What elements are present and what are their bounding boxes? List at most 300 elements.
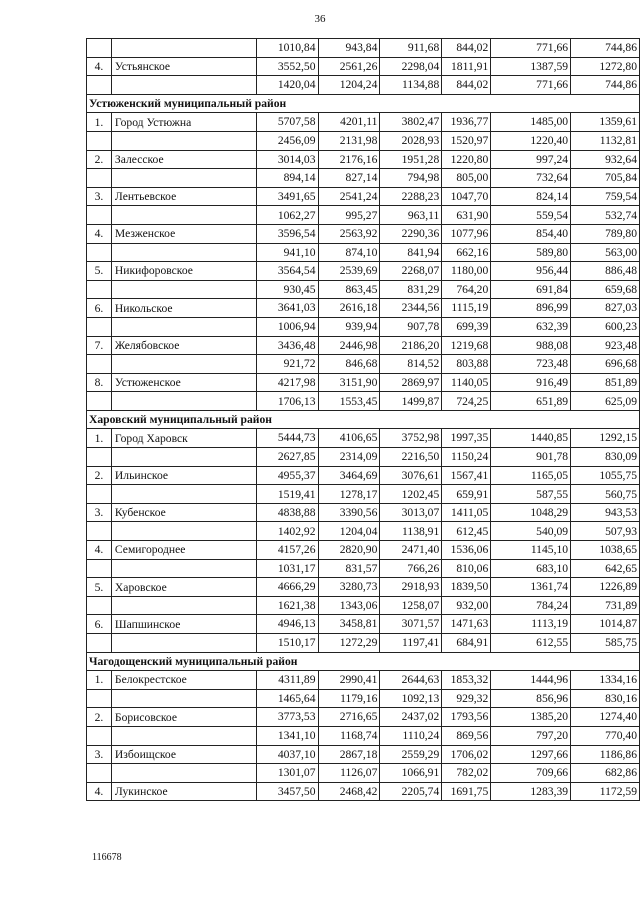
value-cell: 874,10 <box>318 243 380 262</box>
value-cell: 4157,26 <box>256 541 318 560</box>
value-cell: 907,78 <box>380 317 442 336</box>
value-cell: 943,84 <box>318 39 380 58</box>
settlement-name: Избоищское <box>111 745 256 764</box>
value-cell: 2446,98 <box>318 336 380 355</box>
table-row <box>87 131 640 150</box>
table-row <box>87 782 640 801</box>
value-cell: 5444,73 <box>256 429 318 448</box>
value-cell: 1359,61 <box>571 113 640 132</box>
value-cell: 1055,75 <box>571 466 640 485</box>
value-cell: 943,53 <box>571 503 640 522</box>
row-number <box>87 169 112 188</box>
row-number: 6. <box>87 615 112 634</box>
value-cell: 662,16 <box>442 243 491 262</box>
value-cell: 2627,85 <box>256 448 318 467</box>
value-cell: 1031,17 <box>256 559 318 578</box>
value-cell: 1204,04 <box>318 522 380 541</box>
table-row <box>87 745 640 764</box>
value-cell: 2561,26 <box>318 57 380 76</box>
value-cell: 3552,50 <box>256 57 318 76</box>
value-cell: 997,24 <box>491 150 571 169</box>
settlement-name <box>111 596 256 615</box>
value-cell: 4106,65 <box>318 429 380 448</box>
value-cell: 844,02 <box>442 76 491 95</box>
value-cell: 988,08 <box>491 336 571 355</box>
row-number: 1. <box>87 429 112 448</box>
value-cell: 1343,06 <box>318 596 380 615</box>
row-number <box>87 485 112 504</box>
settlement-name <box>111 280 256 299</box>
row-number: 5. <box>87 262 112 281</box>
value-cell: 2314,09 <box>318 448 380 467</box>
table-row <box>87 541 640 560</box>
section-header-row <box>87 410 640 429</box>
value-cell: 1301,07 <box>256 764 318 783</box>
settlement-name <box>111 689 256 708</box>
row-number: 2. <box>87 466 112 485</box>
row-number: 7. <box>87 336 112 355</box>
row-number <box>87 39 112 58</box>
table-row <box>87 596 640 615</box>
value-cell: 1138,91 <box>380 522 442 541</box>
value-cell: 929,32 <box>442 689 491 708</box>
settlement-name <box>111 76 256 95</box>
value-cell: 651,89 <box>491 392 571 411</box>
value-cell: 805,00 <box>442 169 491 188</box>
row-number: 4. <box>87 541 112 560</box>
row-number: 2. <box>87 150 112 169</box>
value-cell: 827,03 <box>571 299 640 318</box>
value-cell: 723,48 <box>491 355 571 374</box>
section-title: Харовский муниципальный район <box>87 410 640 429</box>
table-row <box>87 206 640 225</box>
value-cell: 2539,69 <box>318 262 380 281</box>
page-number: 36 <box>314 13 326 25</box>
value-cell: 705,84 <box>571 169 640 188</box>
value-cell: 784,24 <box>491 596 571 615</box>
value-cell: 612,45 <box>442 522 491 541</box>
settlement-name <box>111 131 256 150</box>
value-cell: 1204,24 <box>318 76 380 95</box>
settlement-name: Мезженское <box>111 224 256 243</box>
row-number <box>87 764 112 783</box>
table-row <box>87 708 640 727</box>
value-cell: 824,14 <box>491 187 571 206</box>
value-cell: 4217,98 <box>256 373 318 392</box>
table-row <box>87 355 640 374</box>
value-cell: 1092,13 <box>380 689 442 708</box>
document-number: 116678 <box>92 852 122 863</box>
value-cell: 3457,50 <box>256 782 318 801</box>
value-cell: 1219,68 <box>442 336 491 355</box>
value-cell: 631,90 <box>442 206 491 225</box>
value-cell: 1115,19 <box>442 299 491 318</box>
settlement-name: Устьянское <box>111 57 256 76</box>
table-body <box>87 39 640 801</box>
value-cell: 532,74 <box>571 206 640 225</box>
value-cell: 759,54 <box>571 187 640 206</box>
row-number: 4. <box>87 57 112 76</box>
table-row <box>87 299 640 318</box>
value-cell: 560,75 <box>571 485 640 504</box>
value-cell: 830,16 <box>571 689 640 708</box>
settlement-name <box>111 448 256 467</box>
value-cell: 4838,88 <box>256 503 318 522</box>
value-cell: 4201,11 <box>318 113 380 132</box>
value-cell: 963,11 <box>380 206 442 225</box>
value-cell: 2616,18 <box>318 299 380 318</box>
value-cell: 1126,07 <box>318 764 380 783</box>
row-number <box>87 634 112 653</box>
value-cell: 709,66 <box>491 764 571 783</box>
row-number: 1. <box>87 113 112 132</box>
value-cell: 1165,05 <box>491 466 571 485</box>
value-cell: 3464,69 <box>318 466 380 485</box>
value-cell: 1292,15 <box>571 429 640 448</box>
row-number <box>87 206 112 225</box>
value-cell: 1385,20 <box>491 708 571 727</box>
value-cell: 766,26 <box>380 559 442 578</box>
value-cell: 1140,05 <box>442 373 491 392</box>
table-row <box>87 764 640 783</box>
table-row <box>87 503 640 522</box>
value-cell: 1510,17 <box>256 634 318 653</box>
settlement-name: Город Устюжна <box>111 113 256 132</box>
value-cell: 797,20 <box>491 726 571 745</box>
settlement-name <box>111 317 256 336</box>
value-cell: 869,56 <box>442 726 491 745</box>
row-number: 4. <box>87 224 112 243</box>
value-cell: 771,66 <box>491 76 571 95</box>
value-cell: 4955,37 <box>256 466 318 485</box>
settlement-name <box>111 39 256 58</box>
value-cell: 696,68 <box>571 355 640 374</box>
table-row <box>87 392 640 411</box>
row-number <box>87 355 112 374</box>
settlement-name: Устюженское <box>111 373 256 392</box>
table-row <box>87 336 640 355</box>
settlement-name <box>111 206 256 225</box>
value-cell: 683,10 <box>491 559 571 578</box>
value-cell: 896,99 <box>491 299 571 318</box>
value-cell: 1499,87 <box>380 392 442 411</box>
value-cell: 856,96 <box>491 689 571 708</box>
value-cell: 846,68 <box>318 355 380 374</box>
value-cell: 3436,48 <box>256 336 318 355</box>
value-cell: 1010,84 <box>256 39 318 58</box>
table-row <box>87 559 640 578</box>
table-row <box>87 150 640 169</box>
table-row <box>87 39 640 58</box>
table-row <box>87 726 640 745</box>
value-cell: 1691,75 <box>442 782 491 801</box>
value-cell: 3596,54 <box>256 224 318 243</box>
row-number: 3. <box>87 745 112 764</box>
value-cell: 2344,56 <box>380 299 442 318</box>
value-cell: 3641,03 <box>256 299 318 318</box>
value-cell: 2216,50 <box>380 448 442 467</box>
settlement-name: Город Харовск <box>111 429 256 448</box>
row-number <box>87 243 112 262</box>
value-cell: 1197,41 <box>380 634 442 653</box>
section-title: Чагодощенский муниципальный район <box>87 652 640 671</box>
row-number <box>87 280 112 299</box>
value-cell: 921,72 <box>256 355 318 374</box>
settlement-name <box>111 559 256 578</box>
value-cell: 803,88 <box>442 355 491 374</box>
value-cell: 854,40 <box>491 224 571 243</box>
value-cell: 764,20 <box>442 280 491 299</box>
value-cell: 2456,09 <box>256 131 318 150</box>
value-cell: 932,64 <box>571 150 640 169</box>
value-cell: 956,44 <box>491 262 571 281</box>
value-cell: 744,86 <box>571 76 640 95</box>
section-title: Устюженский муниципальный район <box>87 94 640 113</box>
value-cell: 5707,58 <box>256 113 318 132</box>
table-row <box>87 671 640 690</box>
section-header-row <box>87 94 640 113</box>
value-cell: 2918,93 <box>380 578 442 597</box>
value-cell: 916,49 <box>491 373 571 392</box>
value-cell: 851,89 <box>571 373 640 392</box>
row-number <box>87 131 112 150</box>
value-cell: 1471,63 <box>442 615 491 634</box>
table-row <box>87 689 640 708</box>
settlement-name <box>111 485 256 504</box>
table-row <box>87 169 640 188</box>
settlement-name: Борисовское <box>111 708 256 727</box>
value-cell: 1047,70 <box>442 187 491 206</box>
table-row <box>87 429 640 448</box>
table-row <box>87 466 640 485</box>
value-cell: 2867,18 <box>318 745 380 764</box>
table-row <box>87 224 640 243</box>
value-cell: 1402,92 <box>256 522 318 541</box>
table-row <box>87 280 640 299</box>
value-cell: 941,10 <box>256 243 318 262</box>
value-cell: 771,66 <box>491 39 571 58</box>
table-row <box>87 113 640 132</box>
settlement-name: Харовское <box>111 578 256 597</box>
value-cell: 2869,97 <box>380 373 442 392</box>
settlement-name <box>111 355 256 374</box>
value-cell: 2468,42 <box>318 782 380 801</box>
value-cell: 1186,86 <box>571 745 640 764</box>
settlement-name: Залесское <box>111 150 256 169</box>
value-cell: 794,98 <box>380 169 442 188</box>
value-cell: 911,68 <box>380 39 442 58</box>
value-cell: 1951,28 <box>380 150 442 169</box>
value-cell: 810,06 <box>442 559 491 578</box>
value-cell: 2563,92 <box>318 224 380 243</box>
value-cell: 1113,19 <box>491 615 571 634</box>
value-cell: 1465,64 <box>256 689 318 708</box>
value-cell: 1150,24 <box>442 448 491 467</box>
value-cell: 1853,32 <box>442 671 491 690</box>
value-cell: 770,40 <box>571 726 640 745</box>
value-cell: 1077,96 <box>442 224 491 243</box>
settlement-name: Кубенское <box>111 503 256 522</box>
row-number: 8. <box>87 373 112 392</box>
value-cell: 1793,56 <box>442 708 491 727</box>
value-cell: 3071,57 <box>380 615 442 634</box>
settlement-name <box>111 764 256 783</box>
value-cell: 1180,00 <box>442 262 491 281</box>
value-cell: 2471,40 <box>380 541 442 560</box>
value-cell: 3013,07 <box>380 503 442 522</box>
value-cell: 4666,29 <box>256 578 318 597</box>
value-cell: 642,65 <box>571 559 640 578</box>
value-cell: 1048,29 <box>491 503 571 522</box>
value-cell: 2288,23 <box>380 187 442 206</box>
value-cell: 1536,06 <box>442 541 491 560</box>
value-cell: 1110,24 <box>380 726 442 745</box>
value-cell: 894,14 <box>256 169 318 188</box>
settlement-name <box>111 726 256 745</box>
value-cell: 1411,05 <box>442 503 491 522</box>
value-cell: 841,94 <box>380 243 442 262</box>
section-header-row <box>87 652 640 671</box>
value-cell: 995,27 <box>318 206 380 225</box>
value-cell: 939,94 <box>318 317 380 336</box>
settlement-name: Семигороднее <box>111 541 256 560</box>
value-cell: 3773,53 <box>256 708 318 727</box>
table-row <box>87 522 640 541</box>
row-number <box>87 317 112 336</box>
value-cell: 1272,80 <box>571 57 640 76</box>
row-number <box>87 726 112 745</box>
table-row <box>87 615 640 634</box>
value-cell: 2559,29 <box>380 745 442 764</box>
value-cell: 2437,02 <box>380 708 442 727</box>
settlement-name: Ильинское <box>111 466 256 485</box>
value-cell: 830,09 <box>571 448 640 467</box>
value-cell: 844,02 <box>442 39 491 58</box>
value-cell: 1444,96 <box>491 671 571 690</box>
value-cell: 831,57 <box>318 559 380 578</box>
value-cell: 3752,98 <box>380 429 442 448</box>
value-cell: 2644,63 <box>380 671 442 690</box>
value-cell: 1014,87 <box>571 615 640 634</box>
value-cell: 4946,13 <box>256 615 318 634</box>
value-cell: 559,54 <box>491 206 571 225</box>
row-number: 6. <box>87 299 112 318</box>
value-cell: 2205,74 <box>380 782 442 801</box>
value-cell: 789,80 <box>571 224 640 243</box>
value-cell: 2028,93 <box>380 131 442 150</box>
value-cell: 1440,85 <box>491 429 571 448</box>
value-cell: 732,64 <box>491 169 571 188</box>
value-cell: 659,68 <box>571 280 640 299</box>
value-cell: 814,52 <box>380 355 442 374</box>
value-cell: 1341,10 <box>256 726 318 745</box>
value-cell: 587,55 <box>491 485 571 504</box>
value-cell: 3458,81 <box>318 615 380 634</box>
settlement-name: Желябовское <box>111 336 256 355</box>
value-cell: 1202,45 <box>380 485 442 504</box>
value-cell: 1006,94 <box>256 317 318 336</box>
table-row <box>87 634 640 653</box>
value-cell: 3280,73 <box>318 578 380 597</box>
value-cell: 3014,03 <box>256 150 318 169</box>
table-row <box>87 578 640 597</box>
settlement-name <box>111 243 256 262</box>
row-number: 3. <box>87 187 112 206</box>
value-cell: 1226,89 <box>571 578 640 597</box>
row-number <box>87 522 112 541</box>
settlement-name: Лукинское <box>111 782 256 801</box>
value-cell: 1132,81 <box>571 131 640 150</box>
value-cell: 1567,41 <box>442 466 491 485</box>
value-cell: 2541,24 <box>318 187 380 206</box>
table-row <box>87 76 640 95</box>
settlement-name <box>111 169 256 188</box>
table-row <box>87 262 640 281</box>
value-cell: 1520,97 <box>442 131 491 150</box>
table-row <box>87 485 640 504</box>
value-cell: 1997,35 <box>442 429 491 448</box>
value-cell: 585,75 <box>571 634 640 653</box>
value-cell: 923,48 <box>571 336 640 355</box>
value-cell: 1220,80 <box>442 150 491 169</box>
value-cell: 632,39 <box>491 317 571 336</box>
value-cell: 3802,47 <box>380 113 442 132</box>
value-cell: 3390,56 <box>318 503 380 522</box>
table-row <box>87 317 640 336</box>
value-cell: 1519,41 <box>256 485 318 504</box>
value-cell: 2131,98 <box>318 131 380 150</box>
value-cell: 930,45 <box>256 280 318 299</box>
value-cell: 1485,00 <box>491 113 571 132</box>
value-cell: 782,02 <box>442 764 491 783</box>
value-cell: 2186,20 <box>380 336 442 355</box>
value-cell: 1220,40 <box>491 131 571 150</box>
row-number: 5. <box>87 578 112 597</box>
value-cell: 831,29 <box>380 280 442 299</box>
settlement-name <box>111 392 256 411</box>
value-cell: 2990,41 <box>318 671 380 690</box>
value-cell: 2820,90 <box>318 541 380 560</box>
value-cell: 684,91 <box>442 634 491 653</box>
value-cell: 1134,88 <box>380 76 442 95</box>
value-cell: 1062,27 <box>256 206 318 225</box>
settlement-name: Никифоровское <box>111 262 256 281</box>
tariff-table <box>86 38 640 801</box>
value-cell: 3491,65 <box>256 187 318 206</box>
value-cell: 901,78 <box>491 448 571 467</box>
value-cell: 540,09 <box>491 522 571 541</box>
value-cell: 612,55 <box>491 634 571 653</box>
value-cell: 2716,65 <box>318 708 380 727</box>
value-cell: 2290,36 <box>380 224 442 243</box>
value-cell: 4311,89 <box>256 671 318 690</box>
settlement-name <box>111 634 256 653</box>
value-cell: 3564,54 <box>256 262 318 281</box>
value-cell: 3151,90 <box>318 373 380 392</box>
value-cell: 691,84 <box>491 280 571 299</box>
value-cell: 744,86 <box>571 39 640 58</box>
settlement-name: Лентьевское <box>111 187 256 206</box>
row-number <box>87 559 112 578</box>
value-cell: 827,14 <box>318 169 380 188</box>
row-number <box>87 392 112 411</box>
row-number <box>87 596 112 615</box>
row-number: 2. <box>87 708 112 727</box>
value-cell: 600,23 <box>571 317 640 336</box>
value-cell: 507,93 <box>571 522 640 541</box>
value-cell: 1274,40 <box>571 708 640 727</box>
value-cell: 4037,10 <box>256 745 318 764</box>
